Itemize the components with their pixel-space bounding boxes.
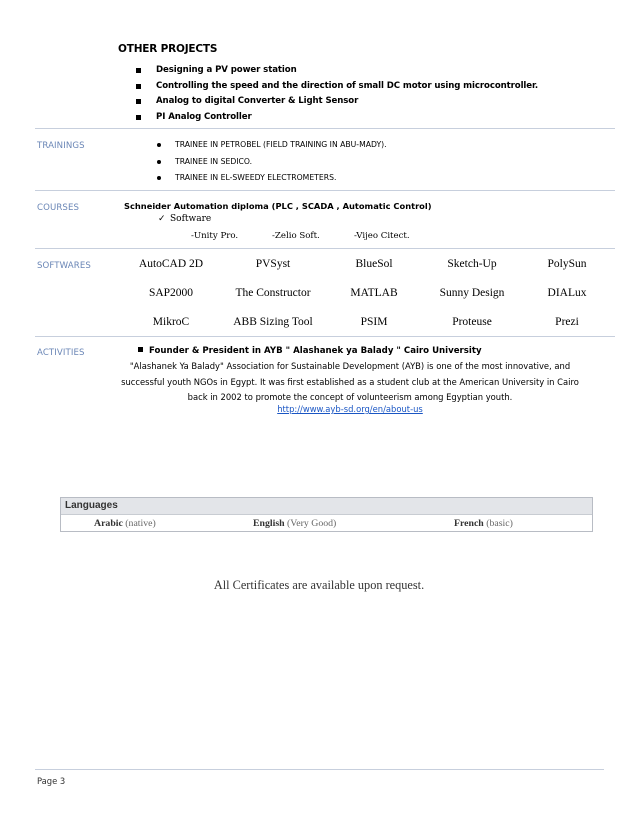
section-divider [35,336,615,337]
course-software: -Zelio Soft. [272,231,320,241]
activities-label: ACTIVITIES [37,348,85,358]
course-software: -Vijeo Citect. [354,231,410,241]
section-divider [35,248,615,249]
section-divider [35,190,615,191]
list-item: TRAINEE IN EL-SWEEDY ELECTROMETERS. [157,170,387,187]
activity-title-text: Founder & President in AYB " Alashanek ya Balady " Cairo University [149,346,482,356]
language-item [454,518,513,529]
list-item: TRAINEE IN PETROBEL (FIELD TRAINING IN ABU-MADY). [157,137,387,154]
list-item: TRAINEE IN SEDICO. [157,154,387,171]
software-item: PVSyst [255,258,291,270]
list-item: Controlling the speed and the direction of small DC motor using microcontroller. [136,79,538,95]
software-item: The Constructor [235,287,311,299]
language-item [253,518,336,529]
trainings-list [157,137,387,187]
activity-title [138,346,482,356]
course-title: Schneider Automation diploma (PLC , SCADA , Automatic Control) [124,201,432,211]
languages-title: Languages [65,500,118,511]
checkmark-icon: ✓ [158,214,166,224]
list-item: Designing a PV power station [136,63,538,79]
square-bullet-icon [138,347,143,352]
software-item: Sketch-Up [447,258,497,270]
other-projects-title: OTHER PROJECTS [118,43,218,55]
software-item: Proteuse [452,316,492,328]
languages-header [61,498,592,515]
list-item: PI Analog Controller [136,110,538,126]
software-item: SAP2000 [148,287,194,299]
course-software-item [158,214,211,224]
language-level: (native) [125,518,156,529]
software-item: Prezi [555,316,579,328]
software-item: AutoCAD 2D [138,258,204,270]
software-item: Sunny Design [439,287,505,299]
language-name: French [454,518,484,529]
software-item: PSIM [360,316,388,328]
software-item: MikroC [152,316,190,328]
language-level: (basic) [486,518,513,529]
software-item: PolySun [547,258,587,270]
software-item: MATLAB [350,287,398,299]
softwares-label: SOFTWARES [37,261,91,271]
course-software: -Unity Pro. [191,231,239,241]
list-item: Analog to digital Converter & Light Sensor [136,94,538,110]
footer-divider [35,769,604,770]
language-level: (Very Good) [287,518,337,529]
software-item: DIALux [547,287,587,299]
certificates-note: All Certificates are available upon request. [213,578,425,592]
activity-link[interactable]: http://www.ayb-sd.org/en/about-us [277,404,423,414]
language-name: Arabic [94,518,123,529]
software-item: ABB Sizing Tool [233,316,313,328]
language-item [94,518,156,529]
course-software-label: Software [170,214,212,224]
courses-label: COURSES [37,203,80,213]
section-divider [35,128,615,129]
other-projects-list [136,63,538,125]
language-name: English [253,518,285,529]
activity-description: "Alashanek Ya Balady" Association for Sustainable Development (AYB) is one of the most innovative, and successful youth NGOs in Egypt. It was first established as a student club at the American University in Cairo back in 2002 to promote the concept of volunteerism among Egyptian youth. [121,361,579,402]
trainings-label: TRAININGS [37,141,85,151]
page-number: Page 3 [37,776,66,786]
software-item: BlueSol [355,258,393,270]
